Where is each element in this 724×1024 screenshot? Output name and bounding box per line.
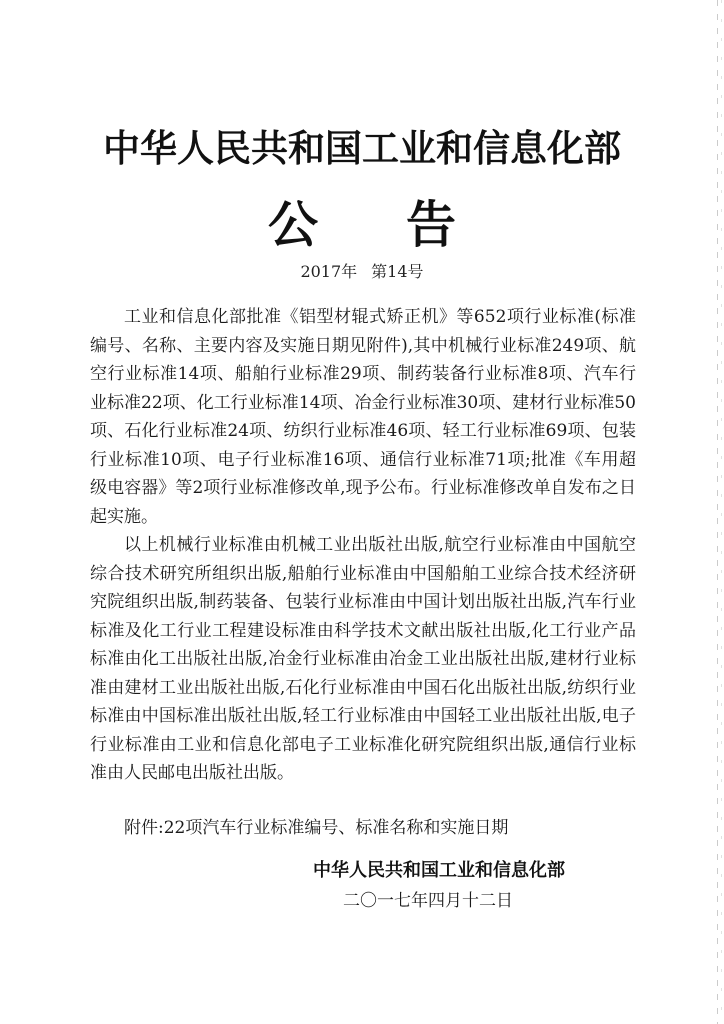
issue-year: 2017年	[300, 262, 358, 281]
issue-number: 第14号	[371, 262, 424, 281]
attachment-line: 附件:22项汽车行业标准编号、标准名称和实施日期	[124, 818, 509, 838]
body-paragraph-1: 工业和信息化部批准《铝型材辊式矫正机》等652项行业标准(标准编号、名称、主要内容及实施日期见附件),其中机械行业标准249项、航空行业标准14项、船舶行业标准29项、制药装备行业标准8项、汽车行业标准22项、化工行业标准14项、冶金行业标准30项、建材行业标准50项、石化行业标准24项、纺织行业标准46项、轻工行业标准69项、包装行业标准10项、电子行业标准16项、通信行业标准71项;批准《车用超级电容器》等2项行业标准修改单,现予公布。行业标准修改单自发布之日起实施。	[90, 307, 636, 527]
notice-title-char-1: 公	[268, 196, 318, 254]
notice-body	[90, 303, 636, 788]
notice-title	[0, 185, 724, 257]
signing-authority: 中华人民共和国工业和信息化部	[313, 860, 565, 881]
body-paragraph-2: 以上机械行业标准由机械工业出版社出版,航空行业标准由中国航空综合技术研究所组织出版,船舶行业标准由中国船舶工业综合技术经济研究院组织出版,制药装备、包装行业标准由中国计划出版社出版,汽车行业标准及化工行业工程建设标准由科学技术文献出版社出版,化工行业产品标准由化工出版社出版,冶金行业标准由冶金工业出版社出版,建材行业标准由建材工业出版社出版,石化行业标准由中国石化出版社出版,纺织行业标准由中国标准出版社出版,轻工行业标准由中国轻工业出版社出版,电子行业标准由工业和信息化部电子工业标准化研究院组织出版,通信行业标准由人民邮电出版社出版。	[90, 535, 636, 783]
ministry-title: 中华人民共和国工业和信息化部	[103, 127, 621, 170]
signing-date: 二〇一七年四月十二日	[343, 891, 513, 911]
notice-title-char-2: 告	[406, 196, 456, 254]
issue-number-line	[0, 259, 724, 282]
